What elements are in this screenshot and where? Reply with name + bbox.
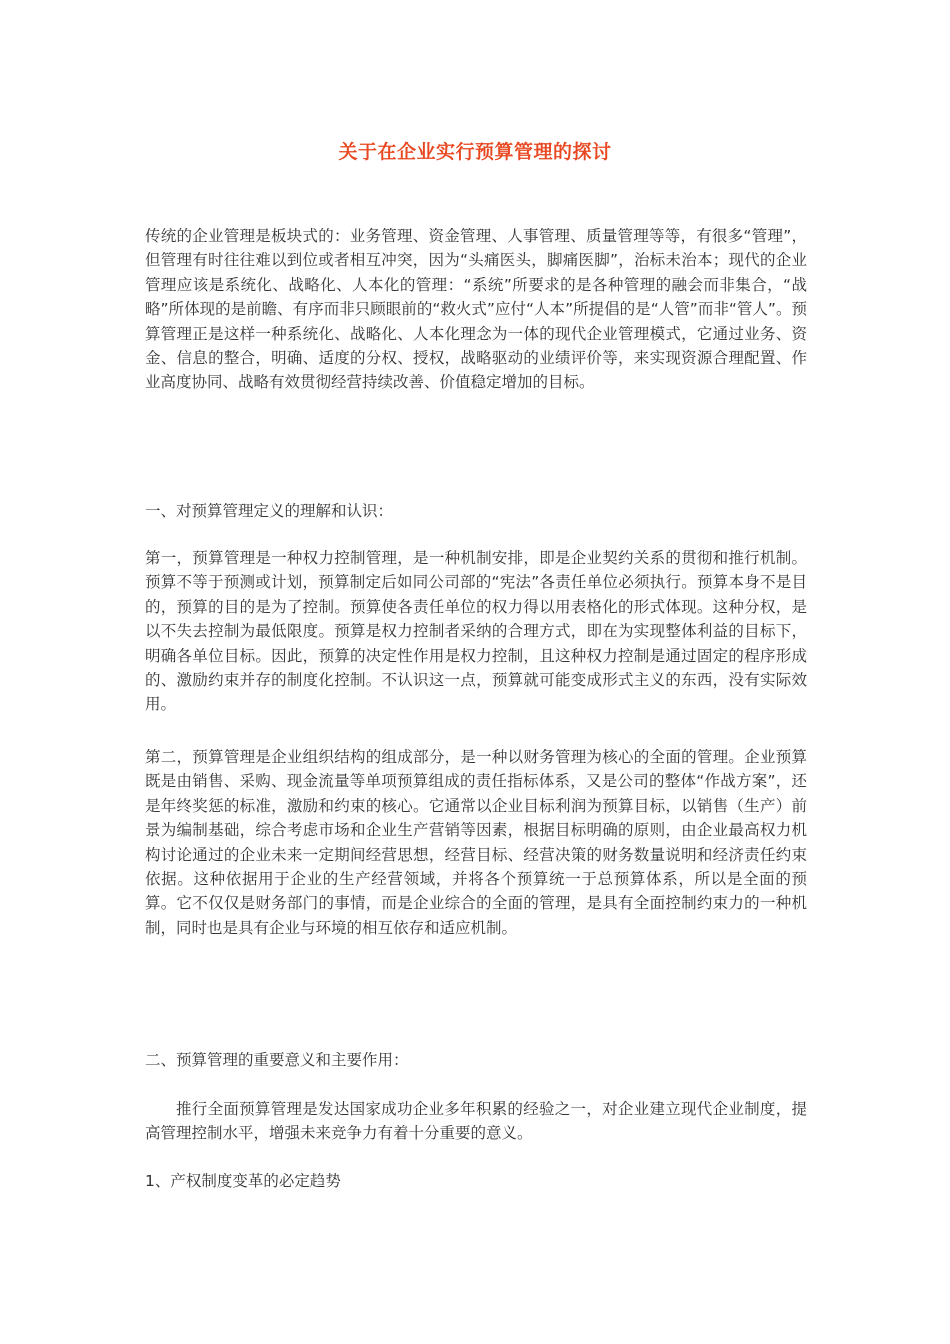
section-heading-2: 二、预算管理的重要意义和主要作用： xyxy=(145,1051,409,1069)
subsection-heading-1: 1、产权制度变革的必定趋势 xyxy=(145,1172,341,1190)
section1-paragraph-2: 第二，预算管理是企业组织结构的组成部分，是一种以财务管理为核心的全面的管理。企业预算既是由销售、采购、现金流量等单项预算组成的责任指标体系，又是公司的整体“作战方案”，还是年终奖惩的标准，激励和约束的核心。它通常以企业目标利润为预算目标，以销售（生产）前景为编制基础，综合考虑市场和企业生产营销等因素，根据目标明确的原则，由企业最高权力机构讨论通过的企业未来一定期间经营思想，经营目标、经营决策的财务数量说明和经济责任约束依据。这种依据用于企业的生产经营领域，并将各个预算统一于总预算体系，所以是全面的预算。它不仅仅是财务部门的事情，而是企业综合的全面的管理，是具有全面控制约束力的一种机制，同时也是具有企业与环境的相互依存和适应机制。 xyxy=(145,748,807,937)
document-title: 关于在企业实行预算管理的探讨 xyxy=(338,141,612,163)
section1-paragraph-1: 第一，预算管理是一种权力控制管理，是一种机制安排，即是企业契约关系的贯彻和推行机制。预算不等于预测或计划，预算制定后如同公司部的“宪法”各责任单位必须执行。预算本身不是目的，预算的目的是为了控制。预算使各责任单位的权力得以用表格化的形式体现。这种分权，是以不失去控制为最低限度。预算是权力控制者采纳的合理方式，即在为实现整体利益的目标下，明确各单位目标。因此，预算的决定性作用是权力控制，且这种权力控制是通过固定的程序形成的、激励约束并存的制度化控制。不认识这一点，预算就可能变成形式主义的东西，没有实际效用。 xyxy=(145,549,807,714)
section-heading-1: 一、对预算管理定义的理解和认识： xyxy=(145,502,394,520)
intro-paragraph: 传统的企业管理是板块式的：业务管理、资金管理、人事管理、质量管理等等，有很多“管理”，但管理有时往往难以到位或者相互冲突，因为“头痛医头，脚痛医脚”，治标未治本；现代的企业管理应该是系统化、战略化、人本化的管理：“系统”所要求的是各种管理的融会而非集合，“战略”所体现的是前瞻、有序而非只顾眼前的“救火式”应付“人本”所提倡的是“人管”而非“管人”。预算管理正是这样一种系统化、战略化、人本化理念为一体的现代企业管理模式，它通过业务、资金、信息的整合，明确、适度的分权、授权，战略驱动的业绩评价等，来实现资源合理配置、作业高度协同、战略有效贯彻经营持续改善、价值稳定增加的目标。 xyxy=(145,227,807,392)
section2-paragraph-1: 推行全面预算管理是发达国家成功企业多年积累的经验之一，对企业建立现代企业制度，提高管理控制水平，增强未来竞争力有着十分重要的意义。 xyxy=(145,1100,807,1143)
